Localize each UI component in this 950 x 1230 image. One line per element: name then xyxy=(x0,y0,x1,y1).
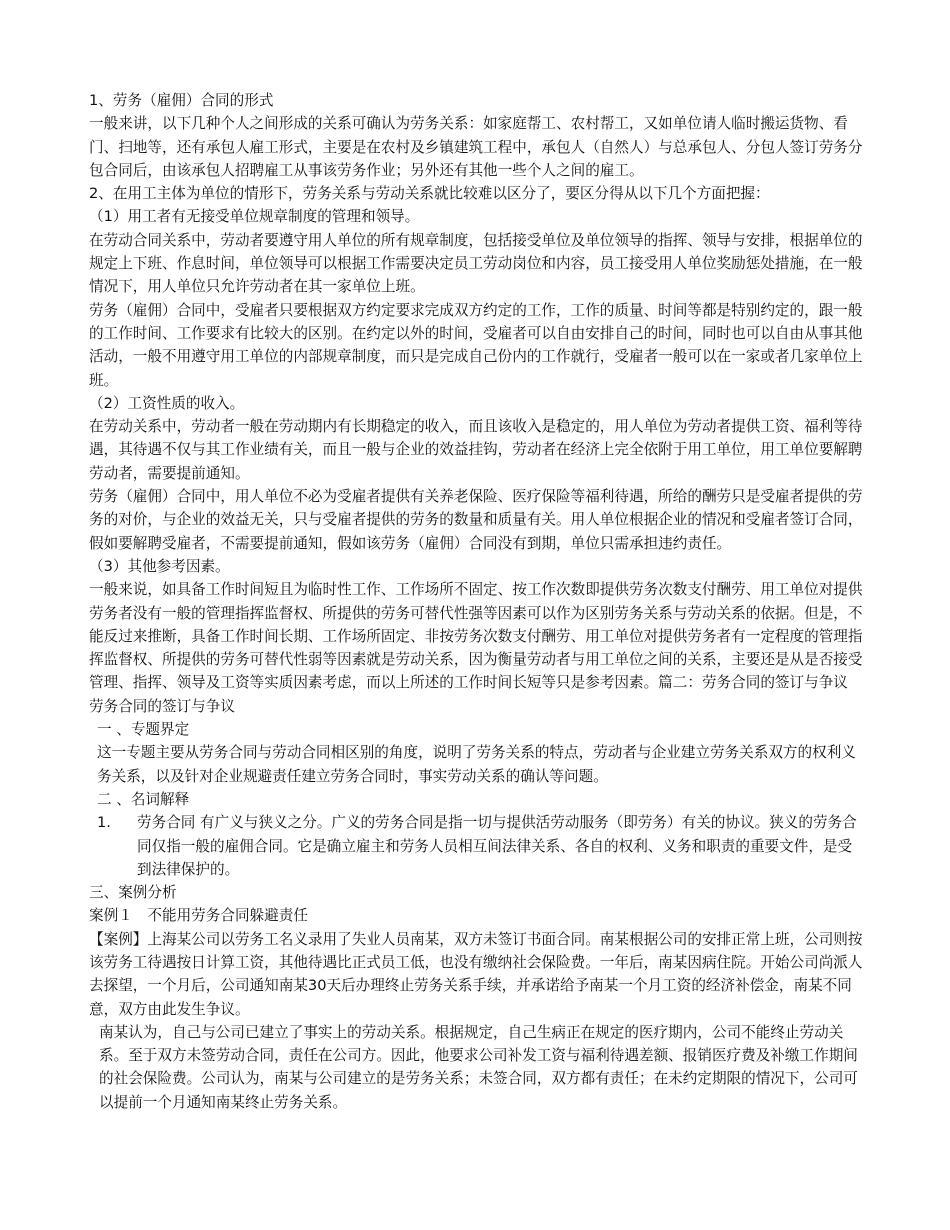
subheading-1: （1）用工者有无接受单位规章制度的管理和领导。 xyxy=(89,208,420,226)
numbered-list-item xyxy=(89,811,864,881)
case-title: 案例１ 不能用劳务合同躲避责任 xyxy=(89,907,308,925)
heading-topic-definition: 一 、专题界定 xyxy=(97,721,190,739)
paragraph: 劳务（雇佣）合同中，用人单位不必为受雇者提供有关养老保险、医疗保险等福利待遇，所给的酬劳只是受雇者提供的劳务的对价，与企业的效益无关，只与受雇者提供的劳务的数量和质量有关。用人单位根据企业的情况和受雇者签订合同，假如要解聘受雇者，不需要提前通知，假如该劳务（雇佣）合同没有到期，单位只需承担违约责任。 xyxy=(89,488,863,552)
paragraph: 在劳动合同关系中，劳动者要遵守用人单位的所有规章制度，包括接受单位及单位领导的指挥、领导与安排，根据单位的规定上下班、作息时间，单位领导可以根据工作需要决定员工劳动岗位和内容，员工接受用人单位奖励惩处措施，在一般情况下，用人单位只允许劳动者在其一家单位上班。 xyxy=(89,231,863,296)
list-item-text: 劳务合同 有广义与狭义之分。广义的劳务合同是指一切与提供活劳动服务（即劳务）有关的协议。狭义的劳务合同仅指一般的雇佣合同。它是确立雇主和劳务人员相互间法律关系、各自的权利、义务和职责的重要文件，是受到法律保护的。 xyxy=(137,814,857,878)
subheading-2: （2）工资性质的收入。 xyxy=(89,394,245,412)
document-body xyxy=(89,89,864,1114)
article-title: 劳务合同的签订与争议 xyxy=(89,697,235,715)
heading-case-analysis: 三、案例分析 xyxy=(89,884,177,902)
list-number: 1. xyxy=(97,814,111,832)
paragraph: 南某认为，自己与公司已建立了事实上的劳动关系。根据规定，自己生病正在规定的医疗期内，公司不能终止劳动关系。至于双方未签劳动合同，责任在公司方。因此，他要求公司补发工资与福利待遇差额、报销医疗费及补缴工作期间的社会保险费。公司认为，南某与公司建立的是劳务关系；未签合同，双方都有责任；在未约定期限的情况下，公司可以提前一个月通知南某终止劳务关系。 xyxy=(99,1023,858,1111)
paragraph: 这一专题主要从劳务合同与劳动合同相区别的角度，说明了劳务关系的特点，劳动者与企业建立劳务关系双方的权利义务关系，以及针对企业规避责任建立劳务合同时，事实劳动关系的确认等问题。 xyxy=(97,744,856,785)
heading-term-explanation: 二 、名词解释 xyxy=(97,790,190,808)
paragraph: 一般来说，如具备工作时间短且为临时性工作、工作场所不固定、按工作次数即提供劳务次数支付酬劳、用工单位对提供劳务者没有一般的管理指挥监督权、所提供的劳务可替代性强等因素可以作为区别劳务关系与劳动关系的依据。但是，不能反过来推断，具备工作时间长期、工作场所固定、非按劳务次数支付酬劳、用工单位对提供劳务者有一定程度的管理指挥监督权、所提供的劳务可替代性弱等因素就是劳动关系，因为衡量劳动者与用工单位之间的关系，主要还是从是否接受管理、指挥、领导及工资等实质因素考虑，而以上所述的工作时间长短等只是参考因素。篇二：劳务合同的签订与争议 xyxy=(89,581,863,692)
subheading-3: （3）其他参考因素。 xyxy=(89,557,230,575)
paragraph: 【案例】上海某公司以劳务工名义录用了失业人员南某，双方未签订书面合同。南某根据公司的安排正常上班，公司则按该劳务工待遇按日计算工资，其他待遇比正式员工低，也没有缴纳社会保险费。一年后，南某因病住院。开始公司尚派人去探望，一个月后，公司通知南某30天后办理终止劳务关系手续，并承诺给予南某一个月工资的经济补偿金，南某不同意，双方由此发生争议。 xyxy=(89,930,863,1018)
section-heading-form: 1、劳务（雇佣）合同的形式 xyxy=(89,92,274,109)
paragraph: 一般来讲，以下几种个人之间形成的关系可确认为劳务关系：如家庭帮工、农村帮工，又如单位请人临时搬运货物、看门、扫地等，还有承包人雇工形式，主要是在农村及乡镇建筑工程中，承包人（自然人）与总承包人、分包人签订劳务分包合同后，由该承包人招聘雇工从事该劳务作业；另外还有其他一些个人之间的雇工。 xyxy=(89,115,863,179)
paragraph: 劳务（雇佣）合同中，受雇者只要根据双方约定要求完成双方约定的工作，工作的质量、时间等都是特别约定的，跟一般的工作时间、工作要求有比较大的区别。在约定以外的时间，受雇者可以自由安排自己的时间，同时也可以自由从事其他活动，一般不用遵守用工单位的内部规章制度，而只是完成自己份内的工作就行，受雇者一般可以在一家或者几家单位上班。 xyxy=(89,301,863,389)
section-heading-distinguish: 2、在用工主体为单位的情形下，劳务关系与劳动关系就比较难以区分了，要区分得从以下几个方面把握： xyxy=(89,185,770,203)
paragraph: 在劳动关系中，劳动者一般在劳动期内有长期稳定的收入，而且该收入是稳定的，用人单位为劳动者提供工资、福利等待遇，其待遇不仅与其工作业绩有关，而且一般与企业的效益挂钩，劳动者在经济上完全依附于用工单位，用工单位要解聘劳动者，需要提前通知。 xyxy=(89,418,863,482)
